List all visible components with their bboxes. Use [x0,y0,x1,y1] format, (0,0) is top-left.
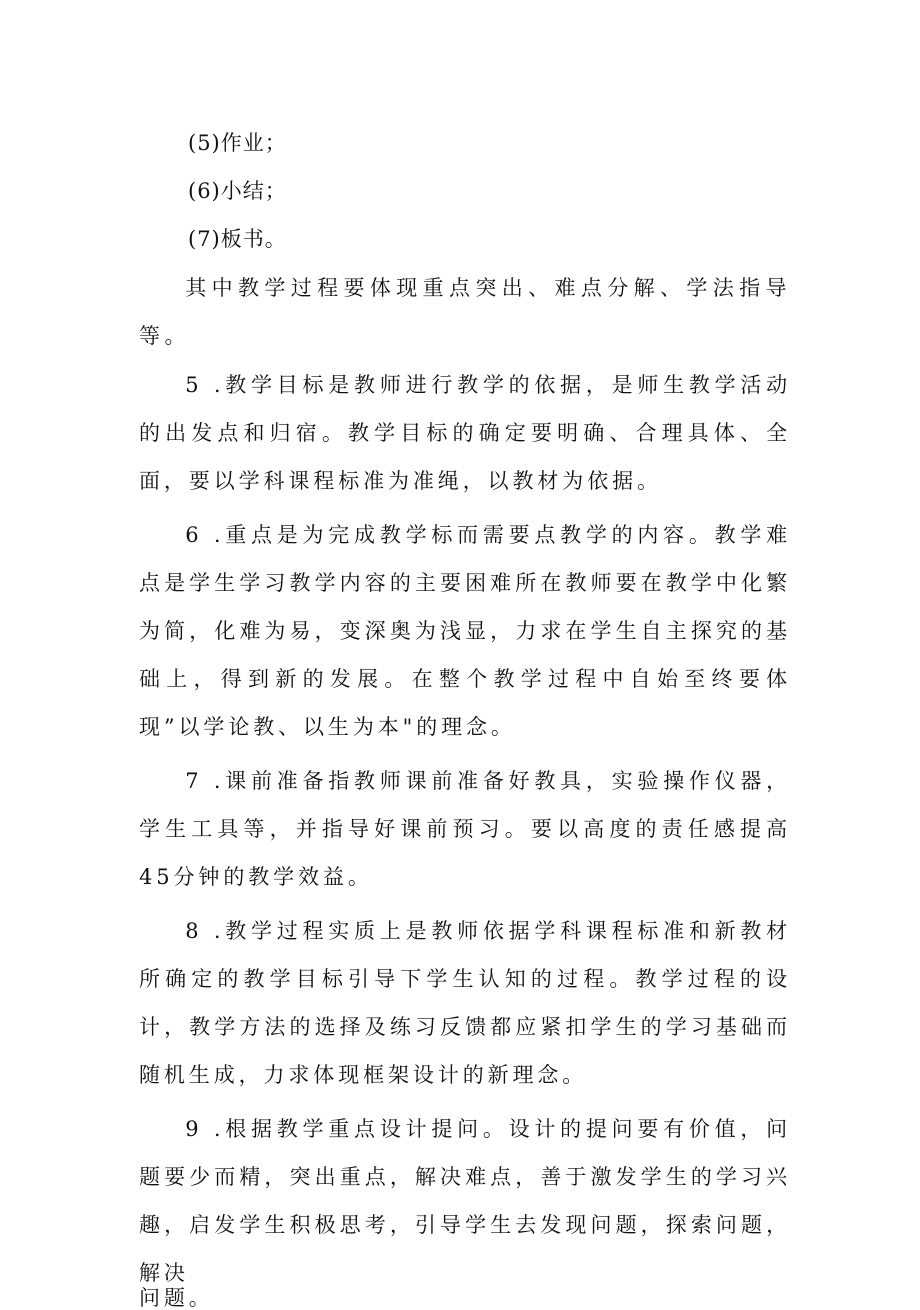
document-body [139,131,791,1310]
paragraph-item-8: 8 .教学过程实质上是教师依据学科课程标准和新教材所确定的教学目标引导下学生认知的过程。教学过程的设计，教学方法的选择及练习反馈都应紧扣学生的学习基础而随机生成，力求体现框架设计的新理念。 [139,919,791,1087]
paragraph-item-9-text: 9 .根据教学重点设计提问。设计的提问要有价值，问题要少而精，突出重点，解决难点，善于激发学生的学习兴趣，启发学生积极思考，引导学生去发现问题，探索问题，解决 [139,1117,791,1285]
paragraph-item-6: 6 .重点是为完成教学标而需要点教学的内容。教学难点是学生学习教学内容的主要困难所在教师要在教学中化繁为简，化难为易，变深奥为浅显，力求在学生自主探究的基础上，得到新的发展。在整个教学过程中自始至终要体现”以学论教、以生为本"的理念。 [139,523,791,739]
paragraph-intro: 其中教学过程要体现重点突出、难点分解、学法指导等。 [139,276,791,348]
list-item-homework: (5)作业； [188,131,287,155]
paragraph-item-9-tail: 问题。 [139,1286,214,1310]
paragraph-item-7: 7 .课前准备指教师课前准备好教具，实验操作仪器，学生工具等，并指导好课前预习。要以高度的责任感提高45分钟的教学效益。 [139,769,791,889]
paragraph-item-5: 5 .教学目标是教师进行教学的依据，是师生教学活动的出发点和归宿。教学目标的确定要明确、合理具体、全面，要以学科课程标准为准绳，以教材为依据。 [139,373,791,493]
list-item-summary: (6)小结； [188,179,287,203]
list-item-blackboard: (7)板书。 [188,227,287,251]
paragraph-item-9 [139,1105,791,1310]
